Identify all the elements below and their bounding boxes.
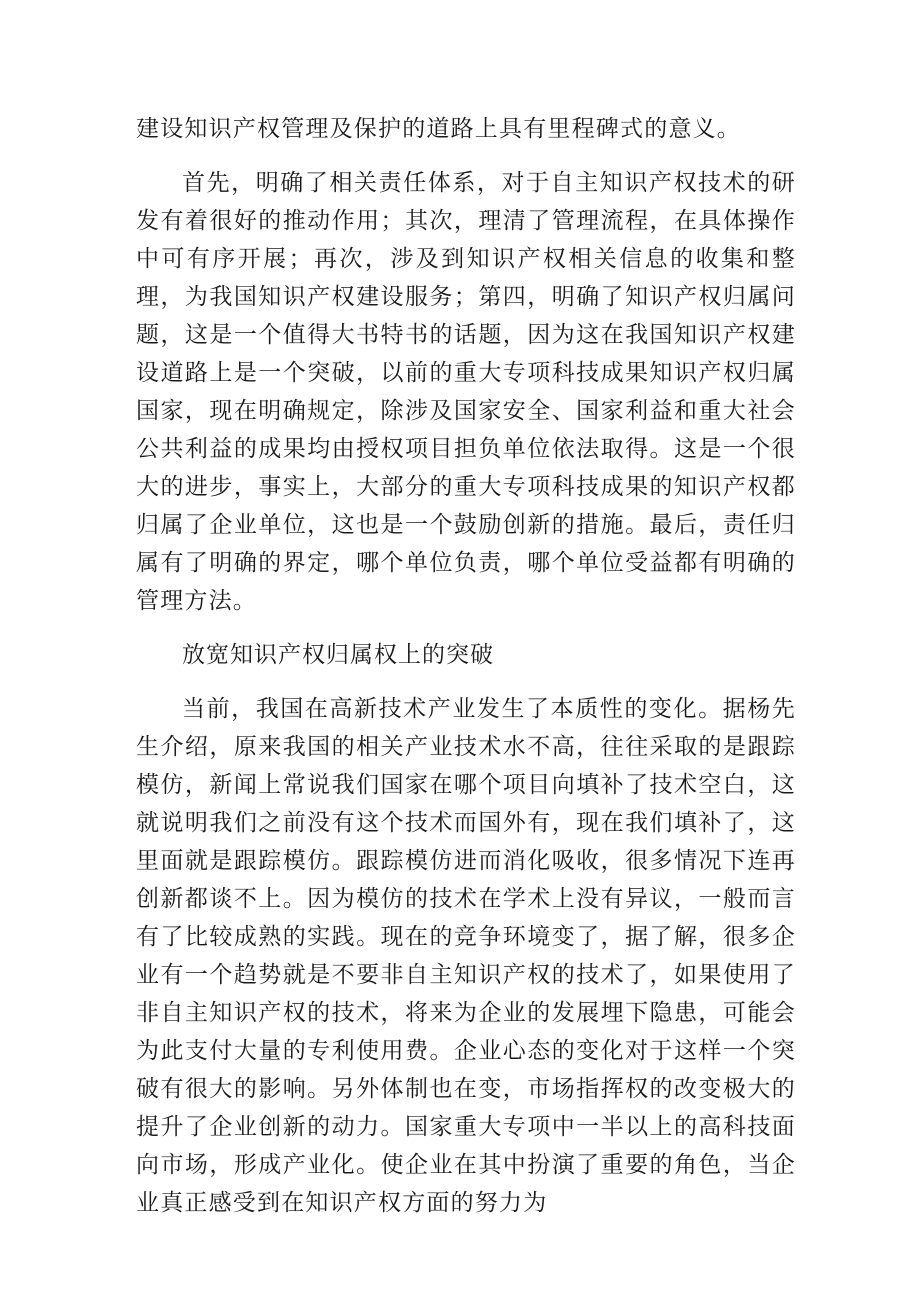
section-heading: 放宽知识产权归属权上的突破 xyxy=(182,642,494,668)
paragraph-high-tech-industry: 当前，我国在高新技术产业发生了本质性的变化。据杨先生介绍，原来我国的相关产业技术水不高，往往采取的是跟踪模仿，新闻上常说我们国家在哪个项目向填补了技术空白，这就说明我们之前没有这个技术而国外有，现在我们填补了，这里面就是跟踪模仿。跟踪模仿进而消化吸收，很多情况下连再创新都谈不上。因为模仿的技术在学术上没有异议，一般而言有了比较成熟的实践。现在的竞争环境变了，据了解，很多企业有一个趋势就是不要非自主知识产权的技术了，如果使用了非自主知识产权的技术，将来为企业的发展埋下隐患，可能会为此支付大量的专利使用费。企业心态的变化对于这样一个突破有很大的影响。另外体制也在变，市场指挥权的改变极大的提升了企业创新的动力。国家重大专项中一半以上的高科技面向市场，形成产业化。使企业在其中扮演了重要的角色，当企业真正感受到在知识产权方面的努力为 xyxy=(136,696,796,1216)
document-body xyxy=(136,110,796,1238)
paragraph-continuation: 建设知识产权管理及保护的道路上具有里程碑式的意义。 xyxy=(136,116,741,142)
paragraph-responsibility-system: 首先，明确了相关责任体系，对于自主知识产权技术的研发有着很好的推动作用；其次，理清了管理流程，在具体操作中可有序开展；再次，涉及到知识产权相关信息的收集和整理，为我国知识产权建设服务；第四，明确了知识产权归属问题，这是一个值得大书特书的话题，因为这在我国知识产权建设道路上是一个突破，以前的重大专项科技成果知识产权归属国家，现在明确规定，除涉及国家安全、国家利益和重大社会公共利益的成果均由授权项目担负单位依法取得。这是一个很大的进步，事实上，大部分的重大专项科技成果的知识产权都归属了企业单位，这也是一个鼓励创新的措施。最后，责任归属有了明确的界定，哪个单位负责，哪个单位受益都有明确的管理方法。 xyxy=(136,170,796,614)
